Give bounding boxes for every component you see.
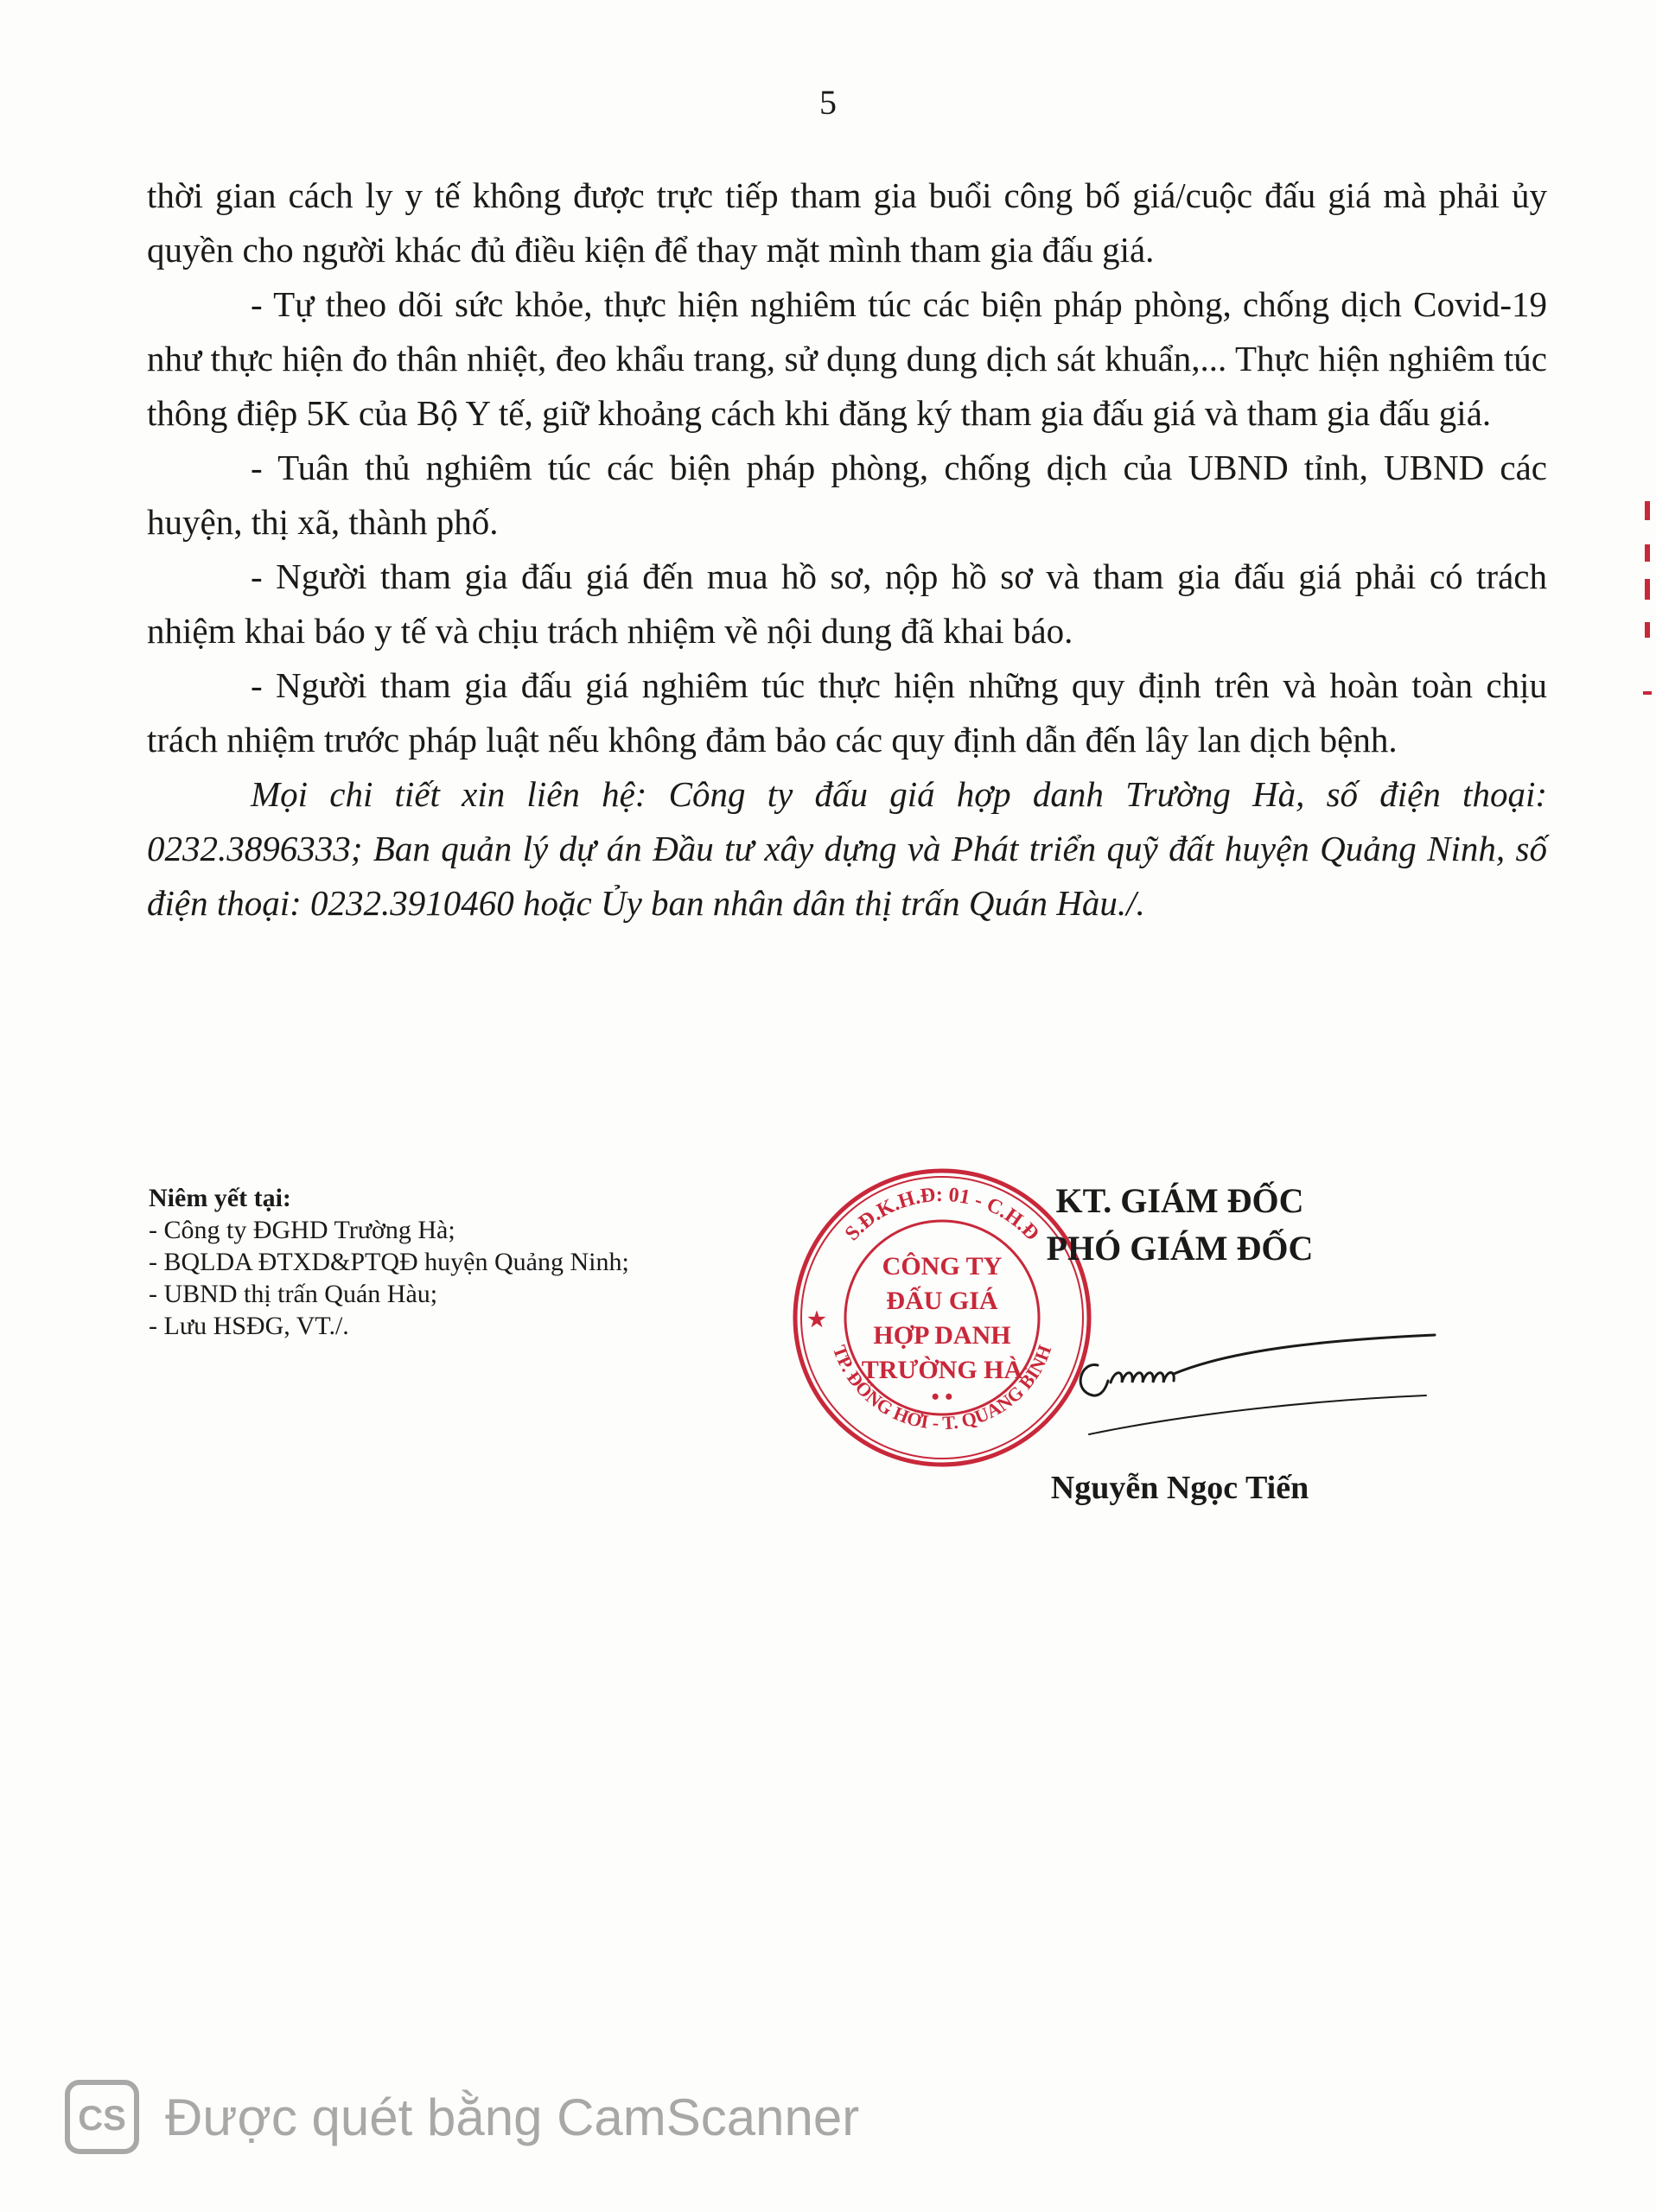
paragraph-medical-declaration: - Người tham gia đấu giá đến mua hồ sơ, nộp hồ sơ và tham gia đấu giá phải có trách nhiệm khai báo y tế và chịu trách nhiệm về nội dung đã khai báo. <box>147 556 1547 651</box>
svg-text:CÔNG TY: CÔNG TY <box>882 1252 1003 1281</box>
recipient-item: - Lưu HSĐG, VT./. <box>149 1312 349 1340</box>
recipients-list <box>149 1214 806 1342</box>
signer-name: Nguyễn Ngọc Tiến <box>1050 1470 1309 1506</box>
svg-text:★: ★ <box>807 1309 826 1332</box>
signature-title-line2: PHÓ GIÁM ĐỐC <box>1046 1229 1314 1268</box>
svg-text:• •: • • <box>931 1384 953 1409</box>
camscanner-watermark <box>65 2078 859 2156</box>
signature-title-line1: KT. GIÁM ĐỐC <box>1055 1181 1304 1220</box>
camscanner-logo-text: CS <box>78 2100 126 2138</box>
paragraph-responsibility: - Người tham gia đấu giá nghiêm túc thực hiện những quy định trên và hoàn toàn chịu trách nhiệm trước pháp luật nếu không đảm bảo các quy định dẫn đến lây lan dịch bệnh. <box>147 665 1547 760</box>
signature-title-block <box>994 1177 1366 1272</box>
svg-text:S.Đ.K.H.Đ: 01 - C.H.Đ: S.Đ.K.H.Đ: 01 - C.H.Đ <box>840 1183 1044 1246</box>
recipients-block <box>149 1182 806 1342</box>
scan-edge-marks <box>1638 449 1656 743</box>
page-number: 5 <box>819 83 837 122</box>
camscanner-logo-icon <box>65 2080 139 2154</box>
svg-text:HỢP DANH: HỢP DANH <box>873 1321 1011 1350</box>
svg-text:TRƯỜNG HÀ: TRƯỜNG HÀ <box>861 1356 1023 1384</box>
handwritten-signature <box>1063 1313 1452 1469</box>
watermark-text: Được quét bằng CamScanner <box>165 2088 860 2146</box>
paragraph-comply-measures: - Tuân thủ nghiêm túc các biện pháp phòng, chống dịch của UBND tỉnh, UBND các huyện, thị xã, thành phố. <box>147 448 1547 542</box>
recipient-item: - BQLDA ĐTXD&PTQĐ huyện Quảng Ninh; <box>149 1248 629 1276</box>
paragraph-health-monitoring: - Tự theo dõi sức khỏe, thực hiện nghiêm túc các biện pháp phòng, chống dịch Covid-19 như thực hiện đo thân nhiệt, đeo khẩu trang, sử dụng dung dịch sát khuẩn,... Thực hiện nghiêm túc thông điệp 5K của Bộ Y tế, giữ khoảng cách khi đăng ký tham gia đấu giá và tham gia đấu giá. <box>147 284 1547 433</box>
contact-paragraph: Mọi chi tiết xin liên hệ: Công ty đấu giá hợp danh Trường Hà, số điện thoại: 0232.3896333; Ban quản lý dự án Đầu tư xây dựng và Phát triển quỹ đất huyện Quảng Ninh, số điện thoại: 0232.3910460 hoặc Ủy ban nhân dân thị trấn Quán Hàu./. <box>147 774 1547 923</box>
svg-text:TP. ĐỒNG HỚI - T. QUẢNG BÌNH: TP. ĐỒNG HỚI - T. QUẢNG BÌNH <box>828 1342 1056 1434</box>
recipient-item: - Công ty ĐGHD Trường Hà; <box>149 1216 455 1244</box>
recipient-item: - UBND thị trấn Quán Hàu; <box>149 1280 438 1308</box>
svg-text:ĐẤU GIÁ: ĐẤU GIÁ <box>886 1287 998 1315</box>
paragraph-quarantine: thời gian cách ly y tế không được trực tiếp tham gia buổi công bố giá/cuộc đấu giá mà phải ủy quyền cho người khác đủ điều kiện để thay mặt mình tham gia đấu giá. <box>147 175 1547 270</box>
document-body <box>147 168 1547 931</box>
recipients-title: Niêm yết tại: <box>149 1184 291 1212</box>
